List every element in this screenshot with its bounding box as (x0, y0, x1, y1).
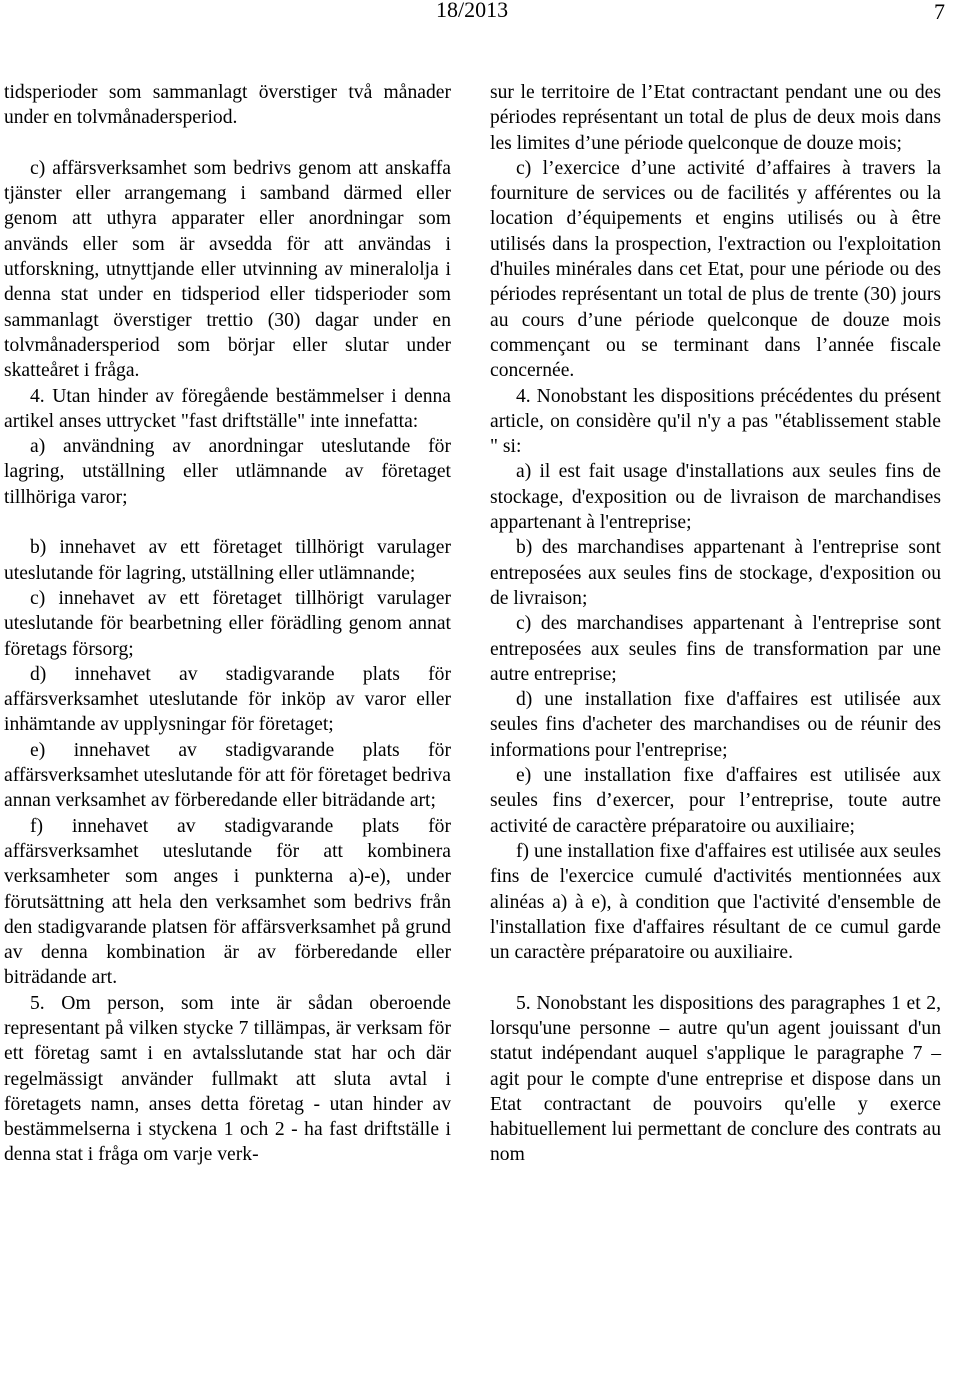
swedish-text-column (4, 80, 451, 1168)
paragraph-item-c: c) l’exercice d’une activité d’affaires à travers la fourniture de services ou de facilités y afférentes ou la location d’équipements et engins utilisés ou à être utilisés dans la prospection, l'extraction ou l'exploitation d'huiles minérales dans cet Etat, pour une période ou des périodes représentant un total de plus de trente (30) jours au cours d’une période quelconque de douze mois commençant ou se terminant dans l’année fiscale concernée. (490, 157, 941, 382)
paragraph-item-c: c) innehavet av ett företaget tillhörigt varulager uteslutande för bearbetning eller förädling genom annat företags försorg; (4, 587, 451, 660)
paragraph-item-c: c) des marchandises appartenant à l'entreprise sont entreposées aux seules fins de transformation par une autre entreprise; (490, 613, 941, 685)
paragraph-4-intro: 4. Nonobstant les dispositions précédentes du présent article, on considère qu'il n'y a pas "établissement stable " si: (490, 385, 941, 458)
paragraph-gap (490, 965, 941, 990)
paragraph-5: 5. Nonobstant les dispositions des paragraphes 1 et 2, lorsqu'une personne – autre qu'un agent jouissant d'un statut indépendant auquel s'applique le paragraphe 7 – agit pour le compte d'une entreprise et dispose dans un Etat contractant de pouvoirs qu'elle y exerce habituellement lui permettant de conclure des contrats au nom (490, 992, 941, 1166)
paragraph-item-f: f) innehavet av stadigvarande plats för affärsverksamhet uteslutande för att kombinera verksamheter som anges i punkterna a)-e), under förutsättning att hela den verksamhet som bedrivs från den stadigvarande platsen för affärsverksamhet på grund av denna kombination är av förberedande eller biträdande art. (4, 815, 451, 989)
paragraph-item-f: f) une installation fixe d'affaires est utilisée aux seules fins de l'exercice cumulé d'activités mentionnées aux alinéas a) à e), à condition que l'activité d'ensemble de l'installation fixe d'affaires résultant de ce cumul garde un caractère préparatoire ou auxiliaire. (490, 840, 941, 964)
paragraph-item-b: b) innehavet av ett företaget tillhörigt varulager uteslutande för lagring, utställning eller utlämnande; (4, 537, 451, 584)
page-number: 7 (934, 0, 945, 24)
paragraph-5: 5. Om person, som inte är sådan oberoende representant på vilken stycke 7 tillämpas, är verksam för ett företag samt i en avtalsslutande stat har och där regelmässigt använder fullmakt att sluta avtal i företagets namn, anses detta företag - utan hinder av bestämmelserna i styckena 1 och 2 - ha fast driftställe i denna stat i fråga om varje verk- (4, 992, 451, 1166)
paragraph-item-b: b) des marchandises appartenant à l'entreprise sont entreposées aux seules fins de stockage, d'exposition ou de livraison; (490, 537, 941, 609)
paragraph-item-e: e) innehavet av stadigvarande plats för affärsverksamhet uteslutande för att för företaget bedriva annan verksamhet av förberedande eller biträdande art; (4, 739, 451, 812)
paragraph-4-intro: 4. Utan hinder av föregående bestämmelser i denna artikel anses uttrycket "fast driftställe" inte innefatta: (4, 385, 451, 432)
paragraph-item-e: e) une installation fixe d'affaires est utilisée aux seules fins d’exercer, pour l’entreprise, toute autre activité de caractère préparatoire ou auxiliaire; (490, 765, 941, 837)
paragraph-item-d: d) innehavet av stadigvarande plats för affärsverksamhet uteslutande för inköp av varor eller inhämtande av upplysningar för företaget; (4, 663, 451, 736)
french-text-column (490, 80, 941, 1168)
paragraph-gap (4, 510, 451, 535)
paragraph-continuation: tidsperioder som sammanlagt överstiger två månader under en tolvmånadersperiod. (4, 82, 451, 129)
paragraph-item-c: c) affärsverksamhet som bedrivs genom att anskaffa tjänster eller arrangemang i samband därmed eller genom att uthyra apparater eller anordningar som används eller som är avsedda för att användas i utforskning, utnyttjande eller utvinning av mineralolja i denna stat under en tidsperiod eller tidsperioder som sammanlagt överstiger trettio (30) dagar under en tolvmånadersperiod som börjar eller slutar under skatteåret i fråga. (4, 157, 451, 382)
paragraph-item-a: a) il est fait usage d'installations aux seules fins de stockage, d'exposition ou de livraison de marchandises appartenant à l'entreprise; (490, 461, 941, 534)
paragraph-gap (4, 131, 451, 156)
page-header (0, 0, 960, 30)
paragraph-item-d: d) une installation fixe d'affaires est utilisée aux seules fins d'acheter des marchandises ou de réunir des informations pour l'entreprise; (490, 689, 941, 761)
paragraph-continuation: sur le territoire de l’Etat contractant pendant une ou des périodes représentant un total de plus de deux mois dans les limites d’une période quelconque de douze mois; (490, 82, 941, 154)
issue-number: 18/2013 (436, 0, 509, 22)
paragraph-item-a: a) användning av anordningar uteslutande för lagring, utställning eller utlämnande av företaget tillhöriga varor; (4, 436, 451, 508)
